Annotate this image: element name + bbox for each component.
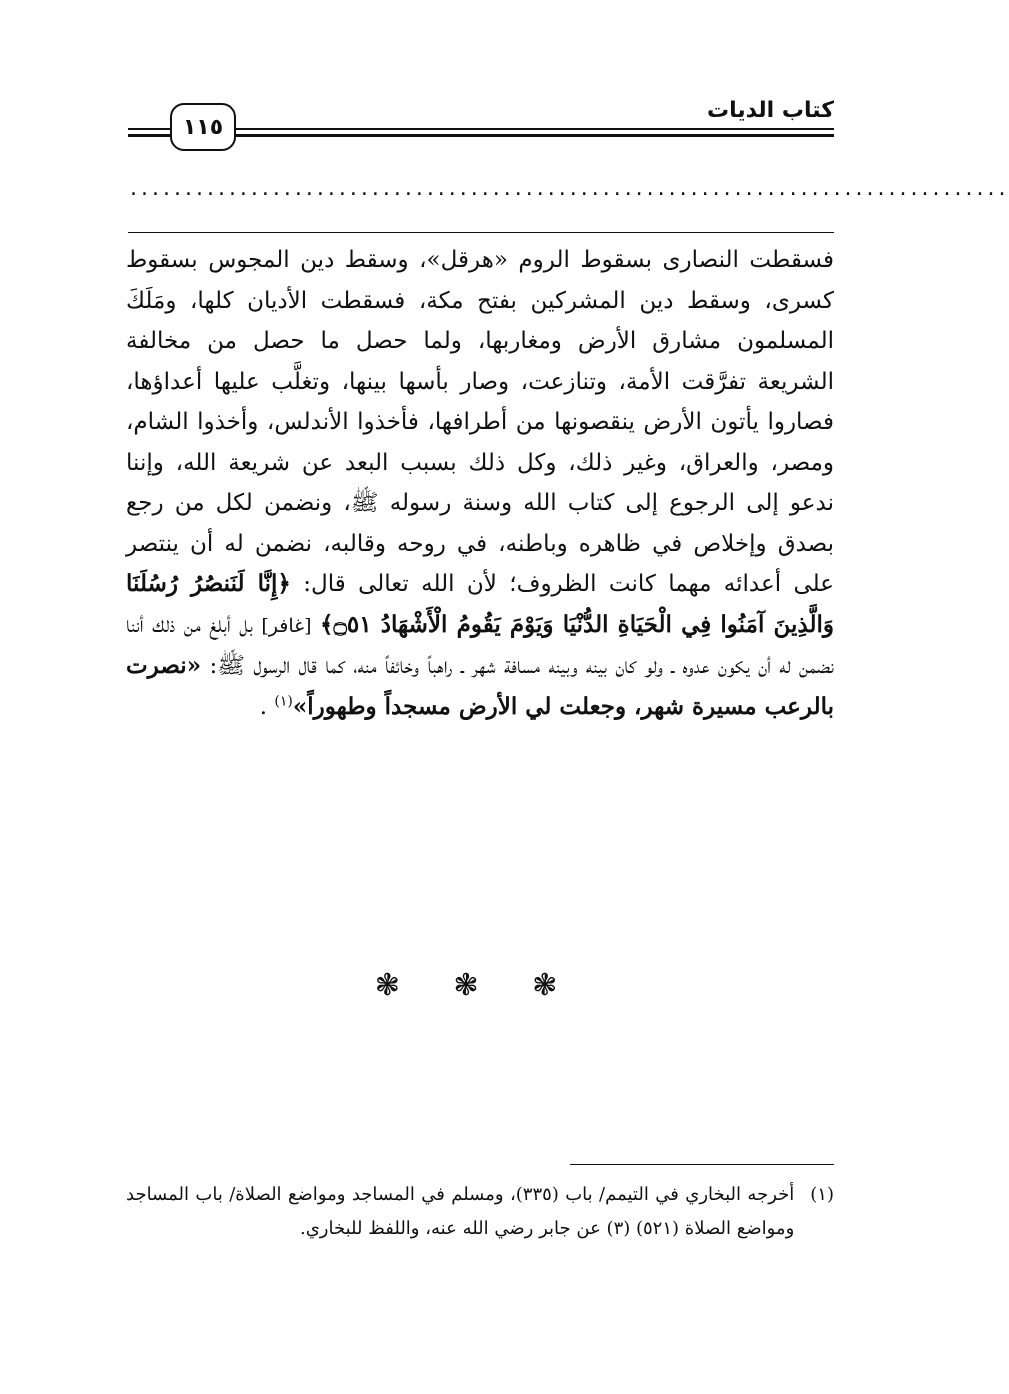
running-title: كتاب الديات bbox=[707, 98, 834, 123]
footnote bbox=[126, 1178, 834, 1246]
section-rule bbox=[128, 232, 834, 233]
quran-verse: ﴿إِنَّا لَنَنصُرُ رُسُلَنَا وَالَّذِينَ آمَنُوا فِي الْحَيَاةِ الدُّنْيَا وَيَوْمَ يَقُومُ الْأَشْهَادُ ۝٥١﴾ bbox=[126, 570, 834, 638]
surah-reference: [غافر] bbox=[261, 614, 312, 637]
body-text bbox=[126, 240, 834, 727]
page-number: ١١٥ bbox=[170, 103, 236, 151]
footnote-rule bbox=[570, 1164, 834, 1165]
paragraph-after-verse: بل أبلغ من ذلك أننا نضمن له أن يكون عدوه ـ ولو كان بينه وبينه مسافة شهر ـ راهباً وخائفاً منه، كما قال الرسول ﷺ: bbox=[126, 611, 835, 679]
section-end-ornament: ❃ ❃ ❃ bbox=[374, 968, 580, 1003]
closing-punctuation: . bbox=[259, 693, 268, 720]
dotted-separator: ................................................................................ bbox=[130, 176, 1009, 201]
footnote-text: أخرجه البخاري في التيمم/ باب (٣٣٥)، ومسلم في المساجد ومواضع الصلاة/ باب المساجد ومواضع الصلاة (٥٢١) (٣) عن جابر رضي الله عنه، واللفظ للبخاري. bbox=[126, 1184, 795, 1239]
paragraph-before-verse: فسقطت النصارى بسقوط الروم «هرقل»، وسقط دين المجوس بسقوط كسرى، وسقط دين المشركين بفتح مكة، فسقطت الأديان كلها، ومَلَكَ المسلمون مشارق الأرض ومغاربها، ولما حصل ما حصل من مخالفة الشريعة تفرَّقت الأمة، وتنازعت، وصار بأسها بينها، وتغلَّب عليها أعداؤها، فصاروا يأتون الأرض ينقصونها من أطرافها، فأخذوا الأندلس، وأخذوا الشام، ومصر، والعراق، وغير ذلك، وكل ذلك بسبب البعد عن شريعة الله، وإننا ندعو إلى الرجوع إلى كتاب الله وسنة رسوله ﷺ، ونضمن لكل من رجع بصدق وإخلاص في ظاهره وباطنه، في روحه وقالبه، نضمن له أن ينتصر على أعدائه مهما كانت الظروف؛ لأن الله تعالى قال: bbox=[126, 247, 835, 597]
footnote-marker: (١) bbox=[274, 692, 293, 709]
hadith-quote: «نصرت بالرعب مسيرة شهر، وجعلت لي الأرض مسجداً وطهوراً» bbox=[126, 652, 834, 720]
footnote-number: (١) bbox=[810, 1184, 834, 1205]
